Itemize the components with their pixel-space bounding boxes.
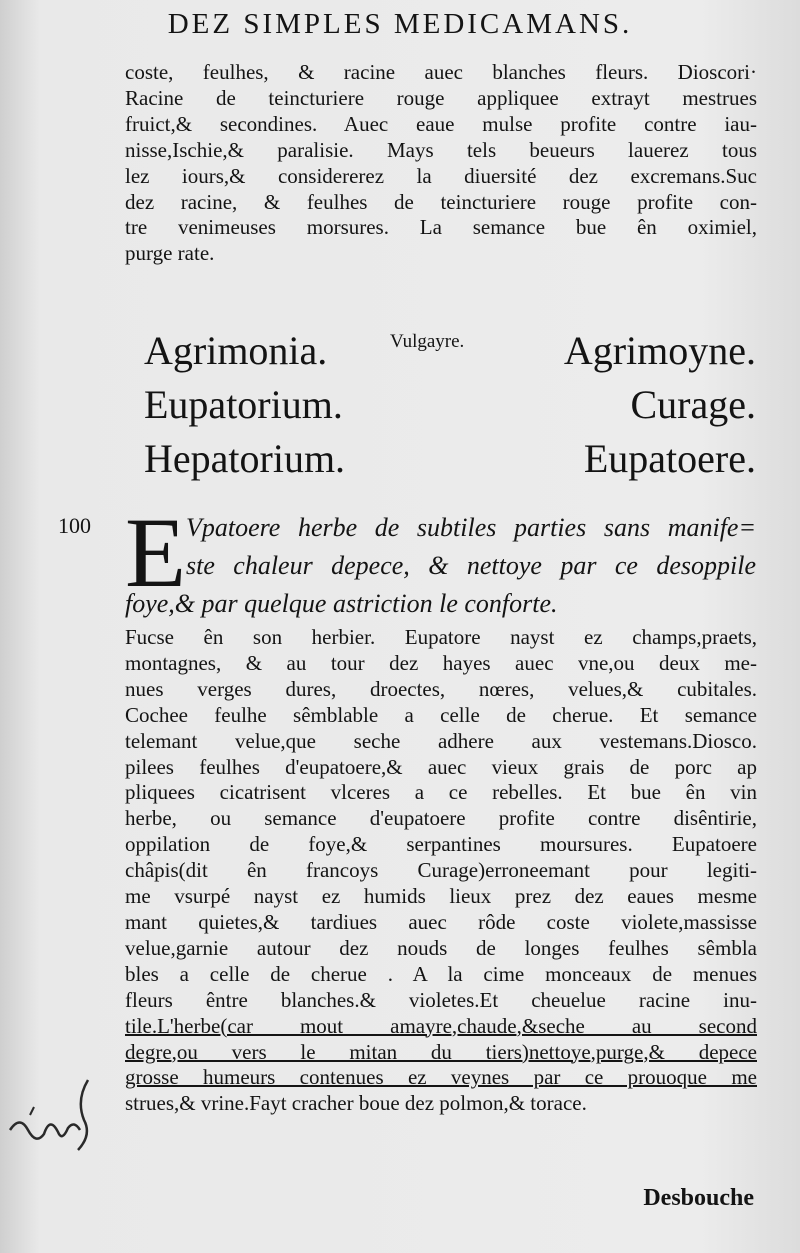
main-paragraph: [125, 625, 757, 1117]
text-line: herbe, ou semance d'eupatoere profite contre disêntirie,: [125, 806, 757, 831]
text-line: nisse,Ischie,& paralisie. Mays tels beueurs lauerez tous: [125, 137, 757, 162]
italic-intro-line: foye,& par quelque astriction le conforte.: [125, 589, 558, 618]
text-line: strues,& vrine.Fayt cracher boue dez polmon,& torace.: [125, 1091, 587, 1116]
text-line: velue,garnie autour dez nouds de longes feulhes sêmbla: [125, 935, 757, 960]
text-line: coste, feulhes, & racine auec blanches fleurs. Dioscori·: [125, 60, 757, 84]
french-name: Curage.: [630, 382, 756, 427]
text-line: pilees feulhes d'eupatoere,& auec vieux grais de porc ap: [125, 754, 757, 779]
underlined-text-line: tile.L'herbe(car mout amayre,chaude,&seche au second: [125, 1013, 757, 1038]
margin-number: 100: [58, 513, 91, 538]
names-row: [144, 435, 756, 483]
drop-cap: E: [125, 497, 187, 608]
text-line: nues verges dures, droectes, nœres, velues,& cubitales.: [125, 676, 757, 701]
text-line: Fucse ên son herbier. Eupatore nayst ez champs,praets,: [125, 625, 757, 649]
handwritten-margin-note-icon: [0, 1060, 110, 1180]
underlined-text-line: grosse humeurs contenues ez veynes par ce prouoque me: [125, 1065, 757, 1090]
french-name: Agrimoyne.: [563, 328, 756, 373]
latin-name: Agrimonia.: [144, 328, 328, 373]
vulgar-label: Vulgayre.: [390, 331, 465, 352]
text-line: me vsurpé nayst ez humids lieux prez dez eaues mesme: [125, 884, 757, 909]
italic-intro-line: ste chaleur depece, & nettoye par ce desoppile: [186, 551, 756, 580]
text-line: telemant velue,que seche adhere aux vestemans.Diosco.: [125, 728, 757, 753]
text-line: montagnes, & au tour dez hayes auec vne,ou deux me-: [125, 650, 757, 675]
french-name: Eupatoere.: [583, 436, 756, 481]
text-line: oppilation de foye,& serpantines moursures. Eupatoere: [125, 832, 757, 857]
latin-name: Eupatorium.: [144, 382, 343, 427]
catchword: Desbouche: [643, 1185, 754, 1211]
text-line: fleurs êntre blanches.& violetes.Et cheuelue racine inu-: [125, 987, 757, 1012]
text-line: dez racine, & feulhes de teincturiere rouge profite con-: [125, 189, 757, 214]
running-head: DEZ SIMPLES MEDICAMANS.: [167, 8, 633, 40]
text-line: Cochee feulhe sêmblable a celle de cherue. Et semance: [125, 702, 757, 727]
text-line: bles a celle de cherue . A la cime monceaux de menues: [125, 961, 757, 986]
text-line: purge rate.: [125, 241, 215, 266]
text-line: Racine de teincturiere rouge appliquee extrayt mestrues: [125, 85, 757, 110]
text-line: mant quietes,& tardiues auec rôde coste violete,massisse: [125, 909, 757, 934]
italic-intro-line: Vpatoere herbe de subtiles parties sans manife=: [186, 513, 756, 542]
names-row: [144, 381, 756, 429]
text-line: tre venimeuses morsures. La semance bue ên oximiel,: [125, 215, 757, 240]
names-row: [144, 327, 756, 375]
top-paragraph: [125, 60, 757, 267]
text-line: châpis(dit ên francoys Curage)erroneemant pour legiti-: [125, 858, 757, 883]
text-line: fruict,& secondines. Auec eaue mulse profite contre iau-: [125, 111, 757, 136]
underlined-text-line: degre,ou vers le mitan du tiers)nettoye,purge,& depece: [125, 1039, 757, 1064]
text-line: pliquees cicatrisent vlceres a ce rebelles. Et bue ên vin: [125, 780, 757, 805]
text-line: lez iours,& considererez la diuersité dez excremans.Suc: [125, 163, 757, 188]
latin-name: Hepatorium.: [144, 436, 346, 481]
